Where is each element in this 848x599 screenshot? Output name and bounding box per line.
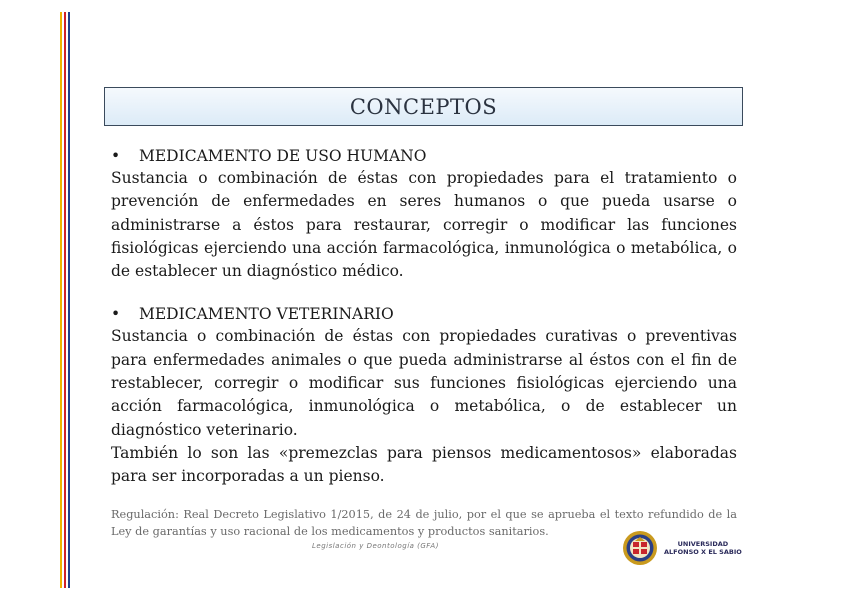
page-title: CONCEPTOS bbox=[349, 94, 498, 119]
stripe-blue bbox=[68, 12, 70, 588]
logo-text bbox=[664, 540, 742, 556]
section-heading-veterinary bbox=[111, 303, 737, 325]
university-seal-icon bbox=[622, 530, 658, 566]
decorative-stripes bbox=[60, 12, 70, 588]
bullet-icon: • bbox=[111, 305, 121, 324]
definition-veterinary: Sustancia o combinación de éstas con propiedades curativas o preventivas para enfermedades animales o que pueda administrarse al éstos con el fin de restablecer, corregir o modificar sus funciones fisiológicas ejerciendo una acción farmacológica, inmunológica o metabólica, o de establecer un diagnóstico veterinario. bbox=[111, 327, 737, 439]
section-heading-human bbox=[111, 145, 737, 167]
section-heading-text: MEDICAMENTO VETERINARIO bbox=[139, 305, 394, 324]
title-box bbox=[104, 87, 743, 126]
stripe-yellow bbox=[60, 12, 62, 588]
regulation-note: Regulación: Real Decreto Legislativo 1/2015, de 24 de julio, por el que se aprueba el texto refundido de la Ley de garantías y uso racional de los medicamentos y productos sanitarios. bbox=[111, 508, 737, 538]
logo-line-2: ALFONSO X EL SABIO bbox=[664, 548, 742, 556]
footer-caption: Legislación y Deontología (GFA) bbox=[312, 542, 439, 550]
logo-line-1: UNIVERSIDAD bbox=[677, 540, 729, 548]
definition-human: Sustancia o combinación de éstas con propiedades para el tratamiento o prevención de enfermedades en seres humanos o que pueda usarse o administrarse a éstos para restaurar, corregir o modificar las funciones fisiológicas ejerciendo una acción farmacológica, inmunológica o metabólica, o de establecer un diagnóstico médico. bbox=[111, 169, 737, 281]
bullet-icon: • bbox=[111, 147, 121, 165]
university-logo bbox=[622, 530, 742, 566]
stripe-red bbox=[64, 12, 66, 588]
content-area bbox=[111, 145, 737, 489]
premix-note: También lo son las «premezclas para piensos medicamentosos» elaboradas para ser incorporadas a un pienso. bbox=[111, 443, 737, 486]
section-heading-text: MEDICAMENTO DE USO HUMANO bbox=[139, 147, 427, 165]
